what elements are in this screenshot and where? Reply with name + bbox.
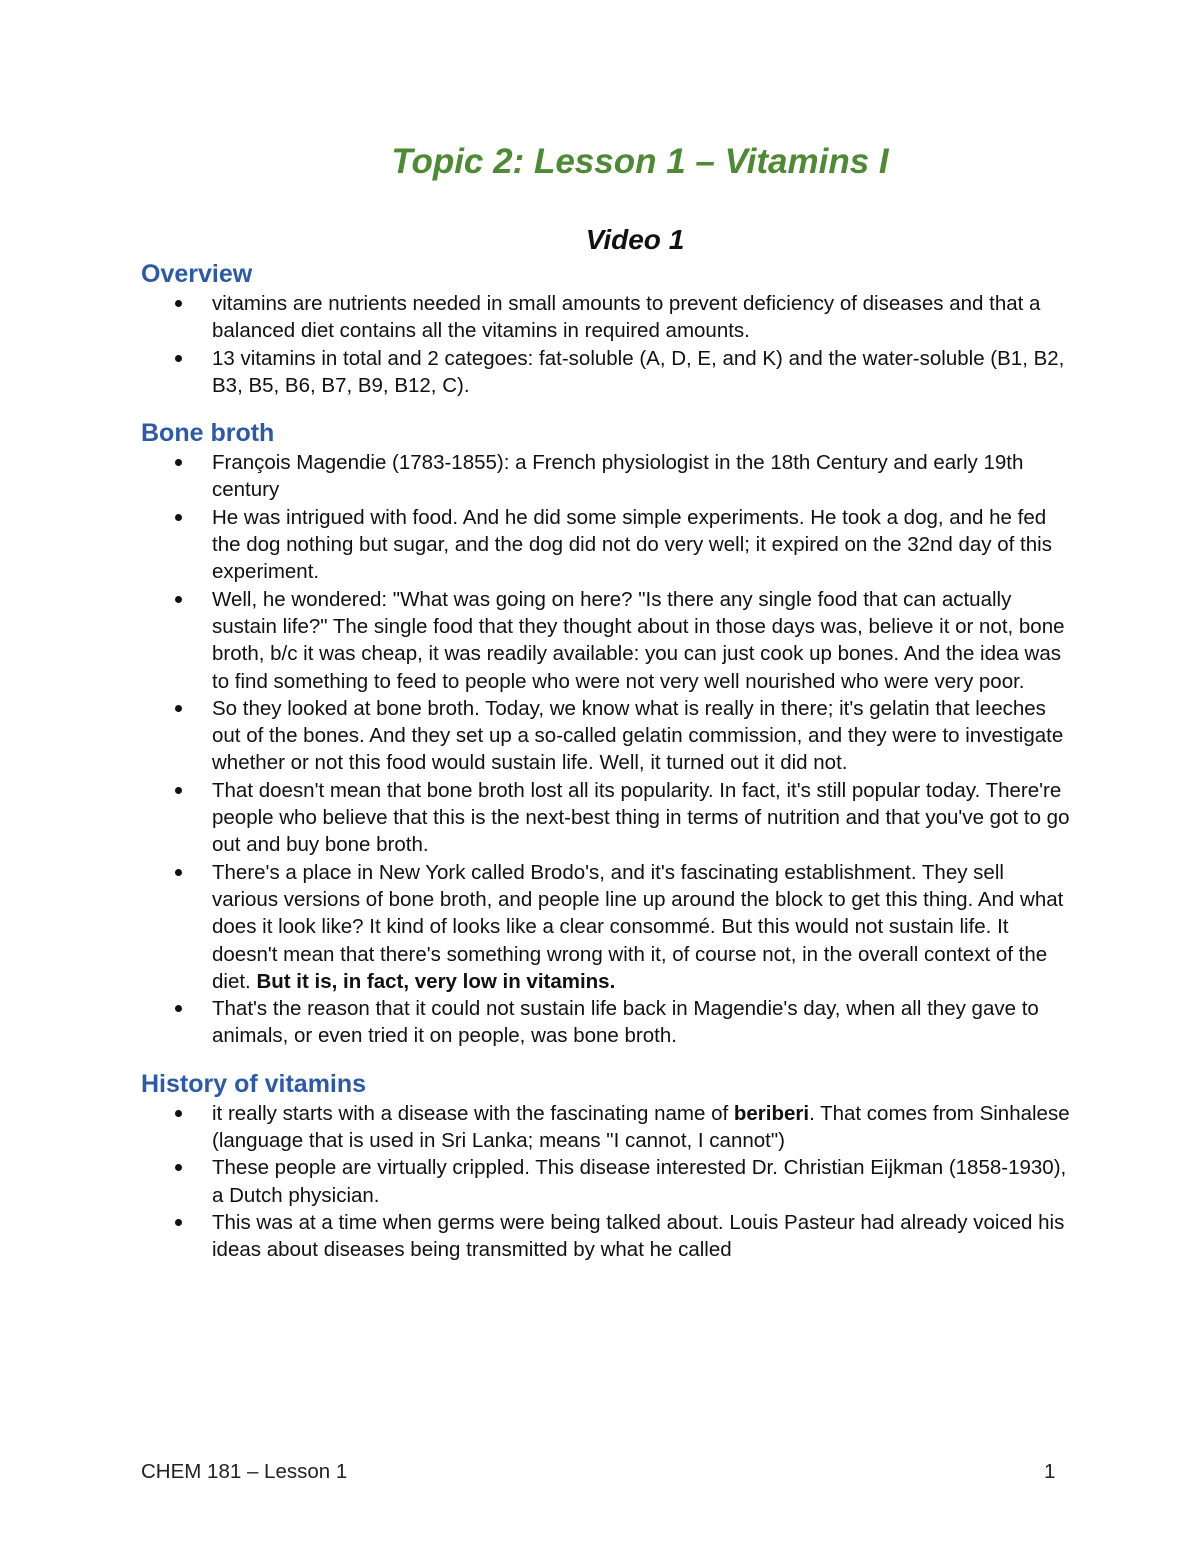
list-item [141, 1209, 1071, 1264]
bullet-dot-icon [175, 787, 182, 794]
bullet-text: vitamins are nutrients needed in small amounts to prevent deficiency of diseases and that a balanced diet contains all the vitamins in required amounts. [212, 292, 1041, 343]
section-heading: Overview [141, 260, 253, 288]
bullet-text: There's a place in New York called Brodo's, and it's fascinating establishment. They sell various versions of bone broth, and people line up around the block to get this thing. And what does it look like? It kind of looks like a clear consommé. But this would not sustain life. It doesn't mean that there's something wrong with it, of course not, in the overall context of the diet. [212, 860, 1064, 993]
list-item [141, 449, 1071, 504]
bullet-dot-icon [175, 1219, 182, 1226]
bullet-dot-icon [175, 1005, 182, 1012]
bullet-dot-icon [175, 514, 182, 521]
bullet-text: This was at a time when germs were being talked about. Louis Pasteur had already voiced his ideas about diseases being transmitted by what he called [212, 1210, 1065, 1262]
bullet-dot-icon [175, 355, 182, 362]
bullet-text: That's the reason that it could not sustain life back in Magendie's day, when all they gave to animals, or even tried it on people, was bone broth. [212, 997, 1039, 1048]
bullet-text: He was intrigued with food. And he did some simple experiments. He took a dog, and he fed the dog nothing but sugar, and the dog did not do very well; it expired on the 32nd day of this experiment. [212, 505, 1052, 584]
bullet-text: Well, he wondered: "What was going on here? "Is there any single food that can actually sustain life?" The single food that they thought about in those days was, believe it or not, bone broth, b/c it was cheap, it was readily available: you can just cook up bones. And the idea was to find something to feed to people who were not very well nourished who were very poor. [212, 587, 1065, 693]
bullet-list [141, 290, 1071, 399]
list-item [141, 1100, 1071, 1155]
bullet-dot-icon [175, 869, 182, 876]
list-item [141, 290, 1071, 345]
bullet-text: These people are virtually crippled. This disease interested Dr. Christian Eijkman (1858-1930), a Dutch physician. [212, 1156, 1067, 1207]
section-bone-broth [141, 417, 1071, 1050]
bullet-text: That doesn't mean that bone broth lost all its popularity. In fact, it's still popular today. There're people who believe that this is the next-best thing in terms of nutrition and that you've got to go out and buy bone broth. [212, 778, 1070, 857]
footer-page-number: 1 [1044, 1460, 1056, 1483]
video-title: Video 1 [585, 224, 685, 255]
bullet-text: François Magendie (1783-1855): a French physiologist in the 18th Century and early 19th century [212, 451, 1024, 502]
bullet-text: 13 vitamins in total and 2 categoes: fat-soluble (A, D, E, and K) and the water-soluble (B1, B2, B3, B5, B6, B7, B9, B12, C). [212, 346, 1065, 397]
bullet-text: it really starts with a disease with the fascinating name of [212, 1101, 734, 1125]
document-title: Topic 2: Lesson 1 – Vitamins I [391, 142, 889, 181]
list-item [141, 995, 1071, 1050]
section-heading: History of vitamins [141, 1069, 367, 1098]
bullet-text: . That comes from Sinhalese (language that is used in Sri Lanka; means "I cannot, I cannot") [212, 1101, 1070, 1153]
list-item [141, 777, 1071, 859]
section-history-of-vitamins [141, 1068, 1071, 1264]
list-item [141, 586, 1071, 695]
bullet-dot-icon [175, 596, 182, 603]
footer-course-label: CHEM 181 – Lesson 1 [141, 1460, 348, 1483]
section-heading: Bone broth [141, 419, 275, 448]
bullet-dot-icon [175, 1110, 182, 1117]
bullet-bold-text: But it is, in fact, very low in vitamins. [256, 969, 616, 993]
bullet-dot-icon [175, 705, 182, 712]
list-item [141, 345, 1071, 400]
bullet-dot-icon [175, 459, 182, 466]
section-overview [141, 258, 1071, 399]
bullet-text: So they looked at bone broth. Today, we know what is really in there; it's gelatin that leeches out of the bones. And they set up a so-called gelatin commission, and they were to investigate whether or not this food would sustain life. Well, it turned out it did not. [212, 696, 1064, 775]
bullet-list [141, 449, 1071, 1050]
list-item [141, 1154, 1071, 1209]
bullet-list [141, 1100, 1071, 1264]
list-item [141, 695, 1071, 777]
bullet-bold-text: beriberi [733, 1101, 810, 1125]
bullet-dot-icon [175, 300, 182, 307]
bullet-dot-icon [175, 1164, 182, 1171]
list-item [141, 504, 1071, 586]
list-item [141, 859, 1071, 995]
document-body [141, 258, 1071, 1282]
